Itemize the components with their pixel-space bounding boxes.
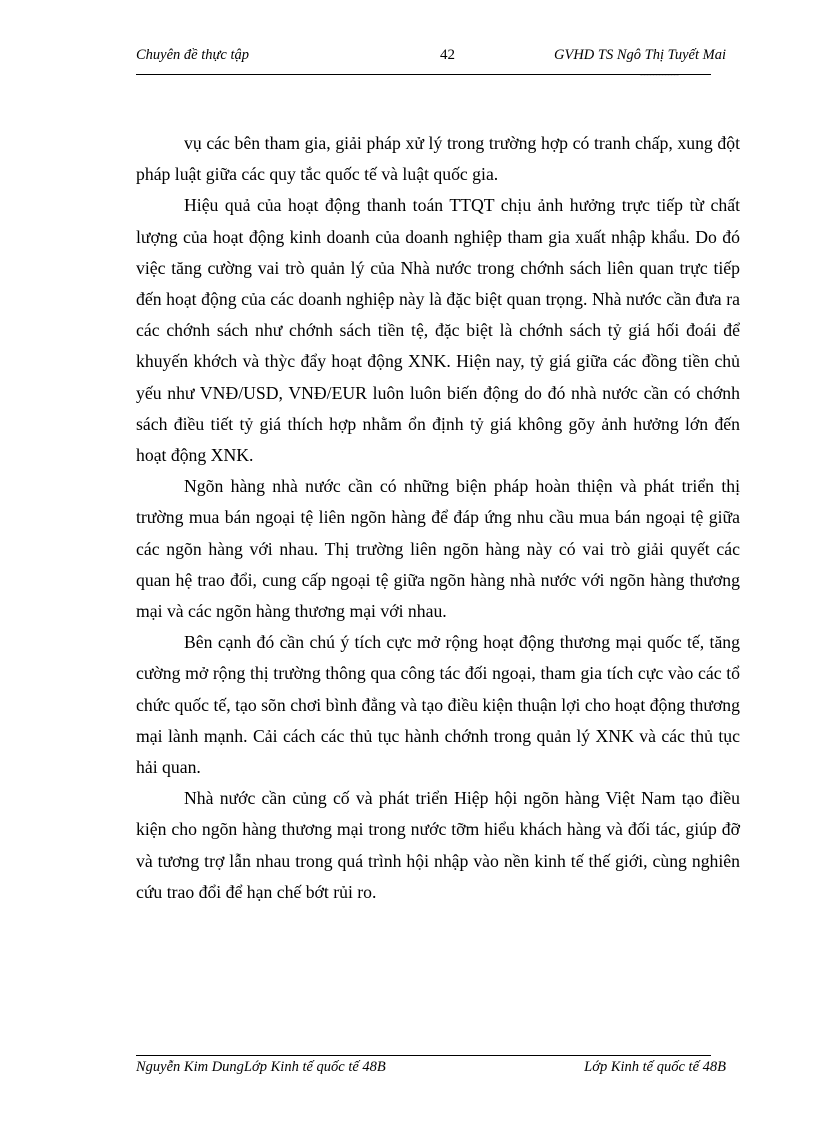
paragraph-continued: vụ các bên tham gia, giải pháp xử lý trong trường hợp có tranh chấp, xung đột pháp luật giữa các quy tắc quốc tế và luật quốc gia. — [136, 133, 740, 185]
page-body — [136, 128, 740, 908]
header-dash-tail: ------------- — [640, 69, 679, 79]
footer-class: Lớp Kinh tế quốc tế 48B — [584, 1059, 726, 1075]
footer-author: Nguyễn Kim DungLớp Kinh tế quốc tế 48B — [136, 1059, 386, 1075]
header-supervisor: GVHD TS Ngô Thị Tuyết Mai — [554, 47, 726, 63]
page-header — [136, 47, 726, 69]
paragraph: Hiệu quả của hoạt động thanh toán TTQT chịu ảnh hưởng trực tiếp từ chất lượng của hoạt động kinh doanh của doanh nghiệp tham gia xuất nhập khẩu. Do đó việc tăng cường vai trò quản lý của Nhà nước trong chớnh sách liên quan trực tiếp đến hoạt động của các doanh nghiệp này là đặc biệt quan trọng. Nhà nước cần đưa ra các chớnh sách như chớnh sách tiền tệ, đặc biệt là chớnh sách tỷ giá hối đoái để khuyến khớch và thỳc đẩy hoạt động XNK. Hiện nay, tỷ giá giữa các đồng tiền chủ yếu như VNĐ/USD, VNĐ/EUR luôn luôn biến động do đó nhà nước cần có chớnh sách điều tiết tỷ giá thích hợp nhằm ổn định tỷ giá không gõy ảnh hưởng lớn đến hoạt động XNK. — [136, 195, 740, 466]
page-number: 42 — [440, 47, 455, 63]
paragraph: Nhà nước cần củng cố và phát triển Hiệp hội ngõn hàng Việt Nam tạo điều kiện cho ngõn hàng thương mại trong nước tỡm hiểu khách hàng và đối tác, giúp đỡ và tương trợ lẫn nhau trong quá trình hội nhập vào nền kinh tế thế giới, cùng nghiên cứu trao đổi để hạn chế bớt rủi ro. — [136, 788, 740, 902]
header-title: Chuyên đề thực tập — [136, 47, 250, 63]
paragraph: Ngõn hàng nhà nước cần có những biện pháp hoàn thiện và phát triển thị trường mua bán ngoại tệ liên ngõn hàng để đáp ứng nhu cầu mua bán ngoại tệ giữa các ngõn hàng với nhau. Thị trường liên ngõn hàng này có vai trò giải quyết các quan hệ trao đổi, cung cấp ngoại tệ giữa ngõn hàng nhà nước với ngõn hàng thương mại và các ngõn hàng thương mại với nhau. — [136, 476, 740, 622]
footer-rule — [136, 1055, 711, 1056]
paragraph: Bên cạnh đó cần chú ý tích cực mở rộng hoạt động thương mại quốc tế, tăng cường mở rộng thị trường thông qua công tác đối ngoại, tham gia tích cực vào các tổ chức quốc tế, tạo sõn chơi bình đẳng và tạo điều kiện thuận lợi cho hoạt động thương mại lành mạnh. Cải cách các thủ tục hành chớnh trong quản lý XNK và các thủ tục hải quan. — [136, 632, 740, 778]
header-rule — [136, 74, 711, 75]
